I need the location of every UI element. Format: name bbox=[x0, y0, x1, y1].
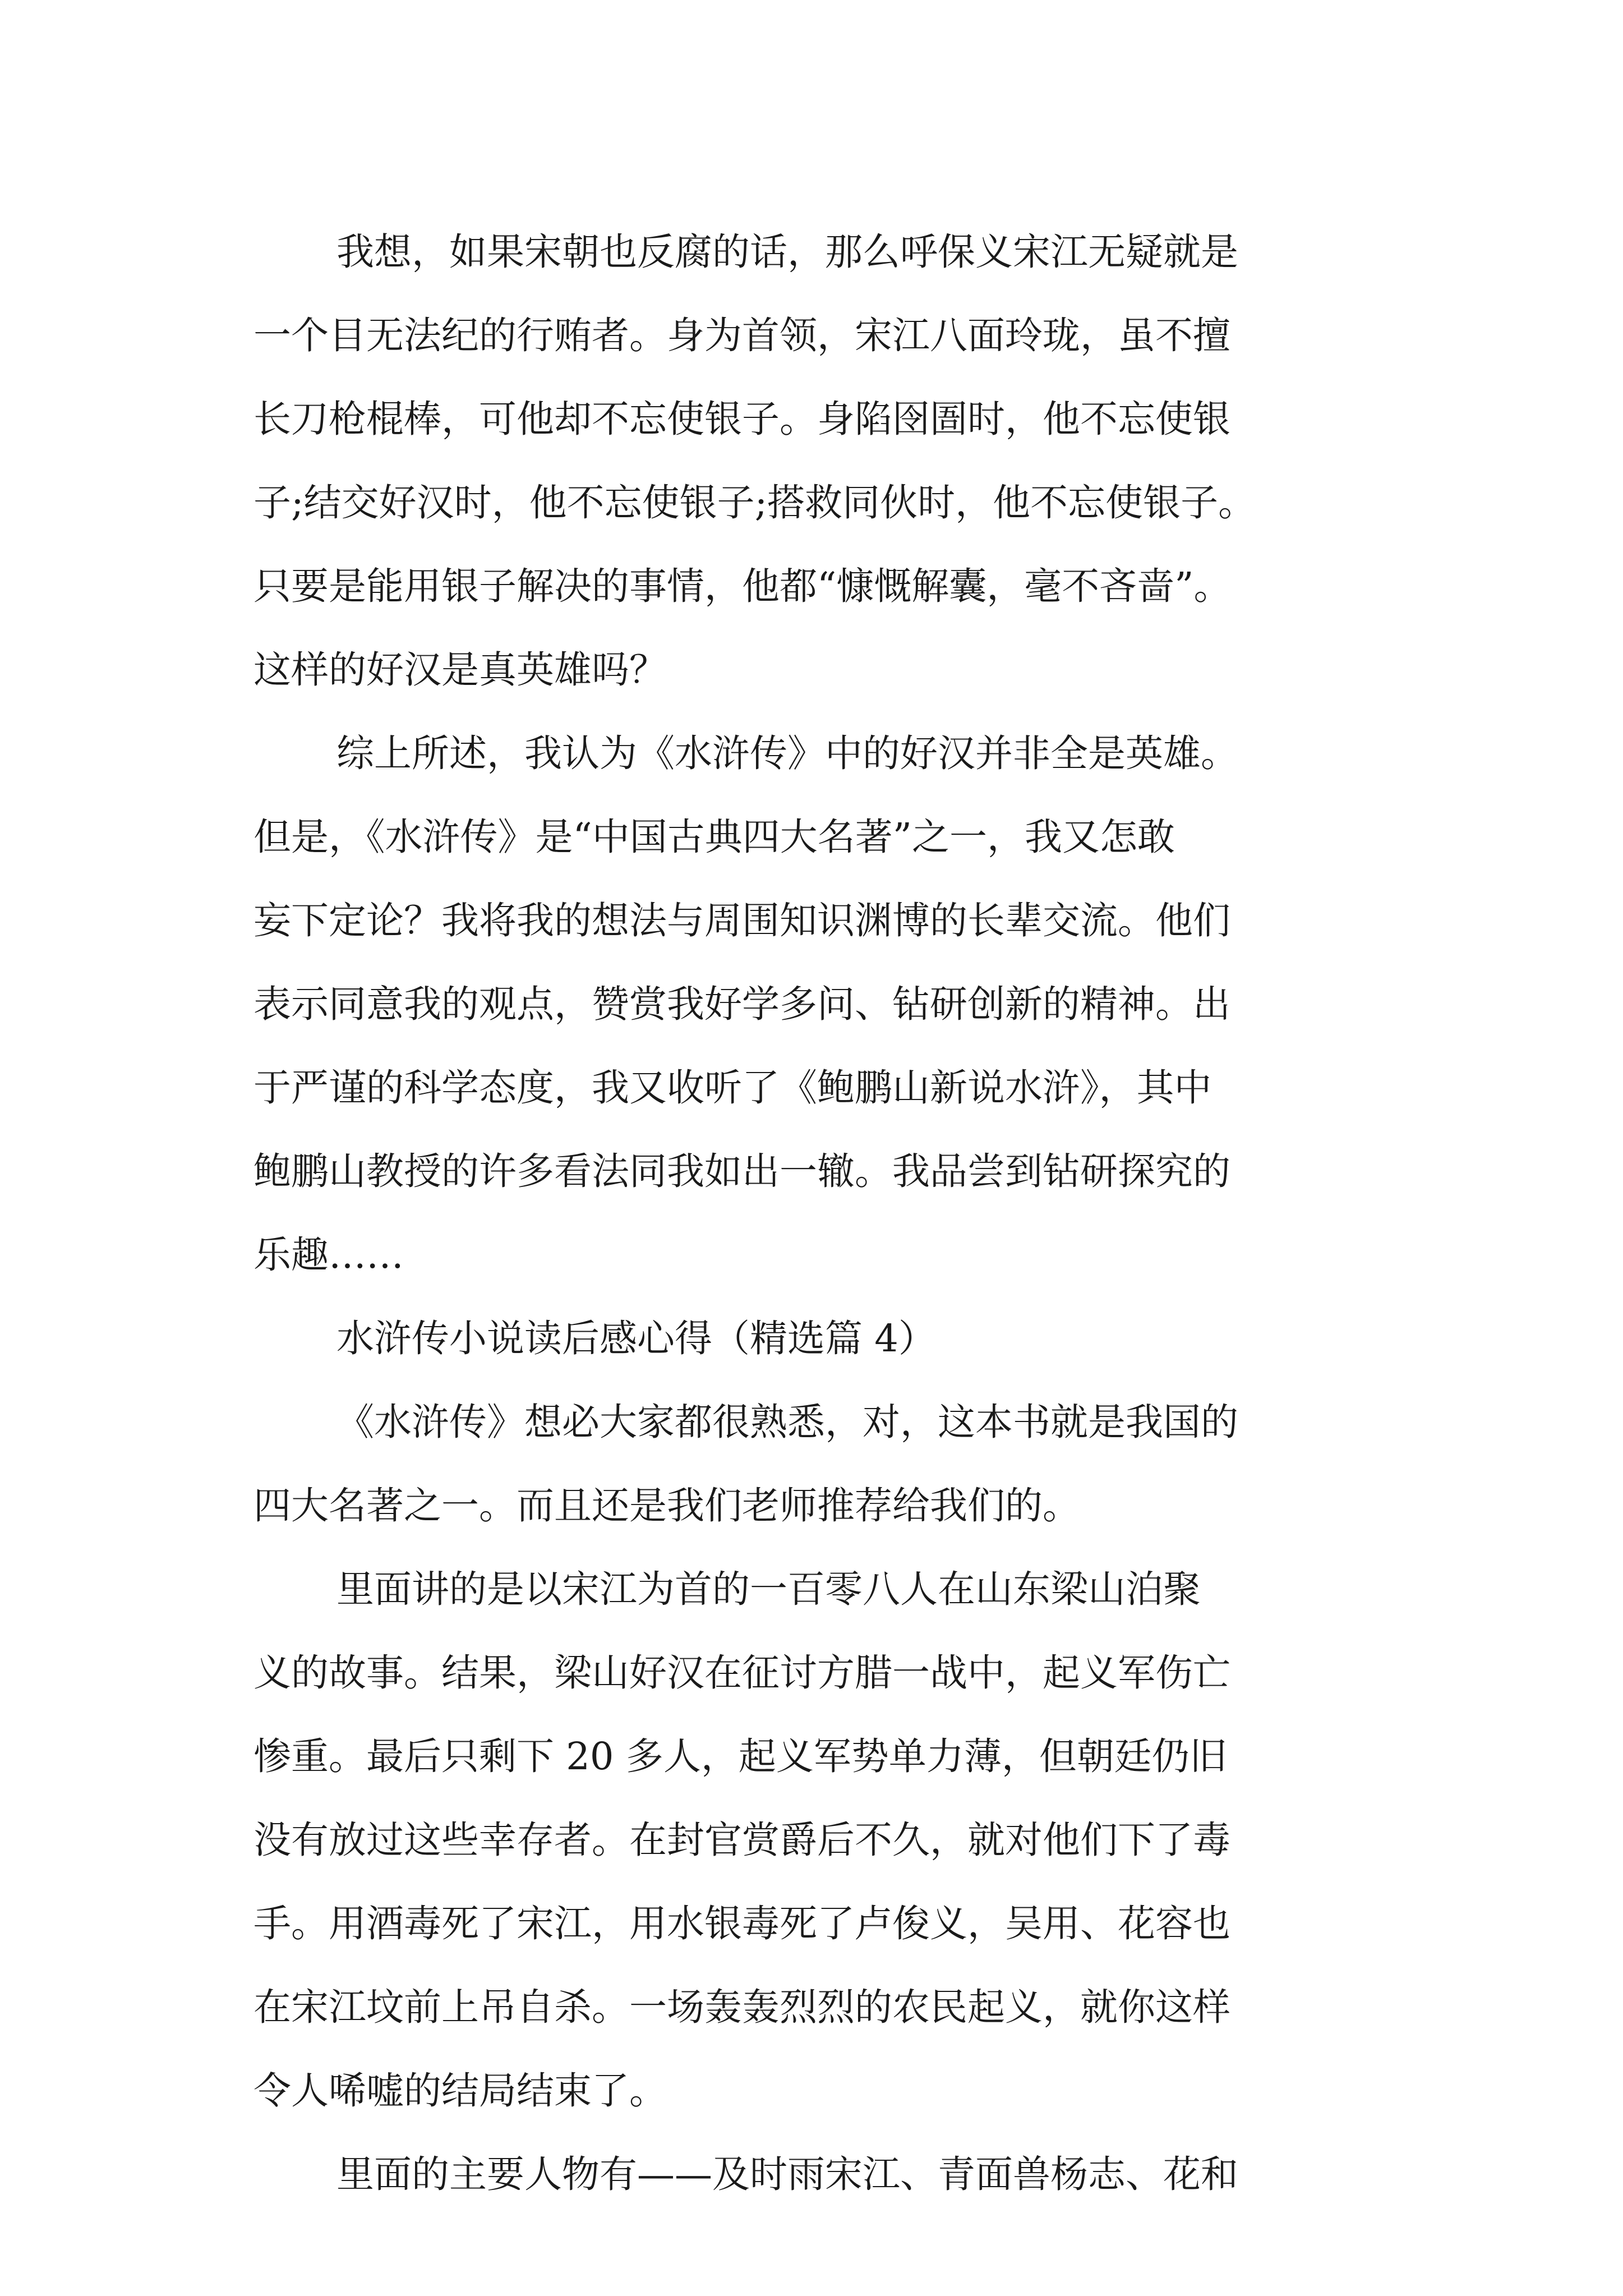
paragraph-line: 综上所述，我认为《水浒传》中的好汉并非全是英雄。 bbox=[336, 731, 1238, 775]
paragraph-line: 义的故事。结果，梁山好汉在征讨方腊一战中，起义军伤亡 bbox=[253, 1651, 1230, 1695]
paragraph-line: 表示同意我的观点，赞赏我好学多问、钻研创新的精神。出 bbox=[253, 982, 1230, 1026]
paragraph-line: 没有放过这些幸存者。在封官赏爵后不久，就对他们下了毒 bbox=[253, 1818, 1230, 1862]
paragraph-line: 手。用酒毒死了宋江，用水银毒死了卢俊义，吴用、花容也 bbox=[253, 1902, 1230, 1945]
paragraph-line: 子;结交好汉时，他不忘使银子;搭救同伙时，他不忘使银子。 bbox=[253, 481, 1256, 524]
paragraph-line: 在宋江坟前上吊自杀。一场轰轰烈烈的农民起义，就你这样 bbox=[253, 1985, 1230, 2029]
paragraph-line: 四大名著之一。而且还是我们老师推荐给我们的。 bbox=[253, 1484, 1080, 1527]
paragraph-line: 里面的主要人物有——及时雨宋江、青面兽杨志、花和 bbox=[336, 2152, 1238, 2196]
paragraph-line: 里面讲的是以宋江为首的一百零八人在山东梁山泊聚 bbox=[336, 1567, 1201, 1611]
paragraph-line: 妄下定论？我将我的想法与周围知识渊博的长辈交流。他们 bbox=[253, 899, 1230, 942]
paragraph-line: 长刀枪棍棒，可他却不忘使银子。身陷囹圄时，他不忘使银 bbox=[253, 397, 1230, 441]
paragraph-line: 只要是能用银子解决的事情，他都“慷慨解囊，毫不吝啬”。 bbox=[253, 564, 1232, 608]
paragraph-line: 令人唏嘘的结局结束了。 bbox=[253, 2069, 667, 2113]
paragraph-line: 惨重。最后只剩下 20 多人，起义军势单力薄，但朝廷仍旧 bbox=[253, 1734, 1227, 1778]
paragraph-line: 乐趣…… bbox=[253, 1233, 404, 1277]
paragraph-line: 我想，如果宋朝也反腐的话，那么呼保义宋江无疑就是 bbox=[336, 230, 1238, 274]
section-heading: 水浒传小说读后感心得（精选篇 4） bbox=[336, 1317, 936, 1360]
paragraph-line: 《水浒传》想必大家都很熟悉，对，这本书就是我国的 bbox=[336, 1400, 1238, 1444]
paragraph-line: 于严谨的科学态度，我又收听了《鲍鹏山新说水浒》，其中 bbox=[253, 1066, 1212, 1110]
paragraph-line: 鲍鹏山教授的许多看法同我如出一辙。我品尝到钻研探究的 bbox=[253, 1149, 1230, 1193]
paragraph-line: 一个目无法纪的行贿者。身为首领，宋江八面玲珑，虽不擅 bbox=[253, 314, 1230, 357]
document-body bbox=[253, 210, 1386, 2216]
paragraph-line: 但是，《水浒传》是“中国古典四大名著”之一，我又怎敢 bbox=[253, 815, 1175, 859]
paragraph-line: 这样的好汉是真英雄吗？ bbox=[253, 648, 667, 692]
